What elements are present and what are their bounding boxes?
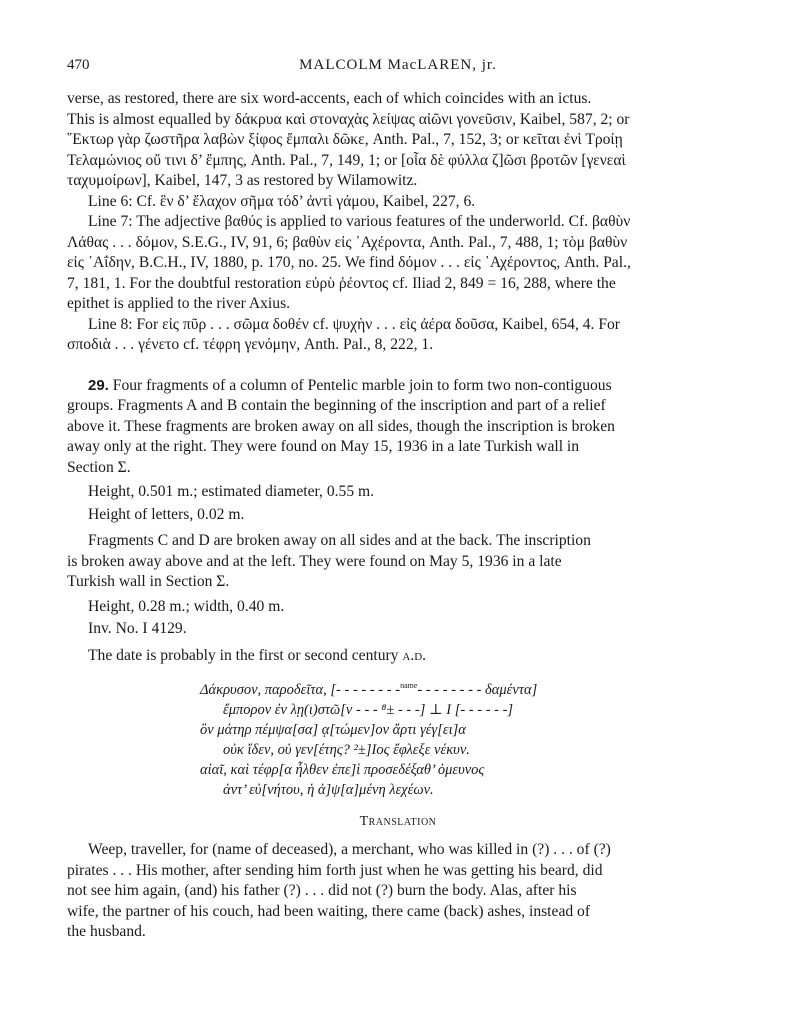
text-line: Line 7: The adjective βαθύς is applied to various features of the underworld. Cf. βαθὺν (88, 213, 631, 230)
date-era: a.d. (402, 646, 427, 664)
letter-height: Height of letters, 0.02 m. (88, 505, 245, 523)
text-line: verse, as restored, there are six word-accents, each of which coincides with an ictus. (67, 90, 592, 107)
text-line: epithet is applied to the river Axius. (67, 295, 291, 312)
translation-heading: Translation (359, 814, 437, 829)
text-line: This is almost equalled by δάκρυα καὶ στοναχὰς λείψας αἰῶνι γονεῦσιν, Kaibel, 587, 2; or (67, 110, 630, 128)
entry-number: 29. (88, 376, 109, 394)
text-line: Λάθας . . . δόμον, S.E.G., IV, 91, 6; βαθὺν εἰς ᾿Αχέροντα, Anth. Pal., 7, 488, 1; τὸμ βαθὺν (67, 233, 628, 251)
date-line: The date is probably in the first or second century a.d. (88, 646, 427, 664)
text-line: Fragments C and D are broken away on all sides and at the back. The inscription (88, 532, 591, 549)
commentary-line5 (67, 89, 729, 192)
running-head: MALCOLM MacLAREN, jr. (299, 57, 497, 73)
commentary-line6: Line 6: Cf. ἓν δ’ ἔλαχον σῆμα τόδ’ ἀντὶ γάμου, Kaibel, 227, 6. (88, 192, 476, 210)
name-label: name (400, 681, 418, 690)
commentary-line7 (67, 212, 729, 315)
text-line: Turkish wall in Section Σ. (67, 573, 230, 590)
inscription-line-3: ὃν μάτηρ πέμψα[σα] ᾳ[τώμεν]ον ἄρτι γέγ[ει]α (200, 722, 466, 738)
inscription-line-1: Δάκρυσον, παροδεῖτα, [- - - - - - - -$^{name}$- - - - - - - - δαμέντα] (200, 681, 538, 698)
entry-first-line: 29. Four fragments of a column of Pentelic marble join to form two non-contiguous (88, 376, 612, 394)
entry-29 (67, 376, 729, 667)
inscription-line-5: αἰαῖ, καὶ τέφρ[α ἦλθεν ἐπε]ὶ προσεδέξαθ’ ὁμευνος (200, 762, 485, 778)
inscription-text (200, 676, 729, 800)
commentary-line8 (67, 315, 729, 356)
text-line: εἰς ᾿Αΐδην, B.C.H., IV, 1880, p. 170, no. 25. We find δόμον . . . εἰς ᾿Αχέροντος, Anth. Pal., (67, 254, 631, 271)
page (67, 57, 729, 943)
text-line: 7, 181, 1. For the doubtful restoration εὐρὺ ῥέοντος cf. Iliad 2, 849 = 16, 288, where the (67, 274, 616, 292)
text-line: is broken away above and at the left. They were found on May 5, 1936 in a late (67, 552, 562, 570)
text-line: away only at the right. They were found on May 15, 1936 in a late Turkish wall in (67, 438, 580, 455)
text-line: groups. Fragments A and B contain the beginning of the inscription and part of a relief (67, 397, 606, 414)
height-cd: Height, 0.28 m.; width, 0.40 m. (88, 597, 285, 615)
text-line: above it. These fragments are broken away on all sides, though the inscription is broken (67, 417, 615, 435)
inventory-number: Inv. No. I 4129. (88, 620, 187, 637)
text-line: Line 8: For εἰς πῦρ . . . σῶμα δοθέν cf. ψυχὴν . . . εἰς ἀέρα δοῦσα, Kaibel, 654, 4. For (88, 315, 620, 333)
inscription-line-2: ἔμπορον ἐν λῃ(ι)στῶ[ν - - - ⁸± - - -] ⊥ I [- - - - - -] (223, 702, 514, 718)
translation-text (67, 840, 729, 943)
text-line: the husband. (67, 923, 146, 940)
text-line: Τελαμώνιος οὔ τινι δ’ ἔμπης, Anth. Pal., 7, 149, 1; or [οἷα δὲ φύλλα ζ]ῶσι βροτῶν [γενεαὶ (67, 151, 626, 169)
text-line: ῞Εκτωρ γὰρ ζωστῆρα λαβὼν ξίφος ἔμπαλι δῶκε, Anth. Pal., 7, 152, 3; or κεῖται ἐνὶ Τροίῃ (67, 131, 623, 148)
inscription-line-4: οὐκ ἴδεν, οὐ γεν[έτης? ²±]Ιος ἔφλεξε νέκυν. (223, 742, 470, 758)
text-line: pirates . . . His mother, after sending him forth just when he was getting his beard, did (67, 861, 603, 879)
text-line: σποδιὰ . . . γένετο cf. τέφρη γενόμην, Anth. Pal., 8, 222, 1. (67, 336, 434, 353)
inscription-line-6: ἀντ’ εὐ[νήτου, ἡ ἀ]ψ[α]μένη λεχέων. (223, 782, 434, 798)
text-line: wife, the partner of his couch, had been waiting, there came (back) ashes, instead of (67, 902, 591, 920)
text-line: Weep, traveller, for (name of deceased), a merchant, who was killed in (?) . . . of (?) (88, 841, 611, 858)
height-ab: Height, 0.501 m.; estimated diameter, 0.55 m. (88, 483, 375, 500)
page-number: 470 (67, 57, 90, 73)
running-header (67, 57, 729, 81)
text-line: ταχυμοίρων], Kaibel, 147, 3 as restored by Wilamowitz. (67, 172, 418, 189)
text-line: not see him again, (and) his father (?) . . . did not (?) burn the body. Alas, after his (67, 882, 577, 899)
text-line: Section Σ. (67, 458, 131, 476)
